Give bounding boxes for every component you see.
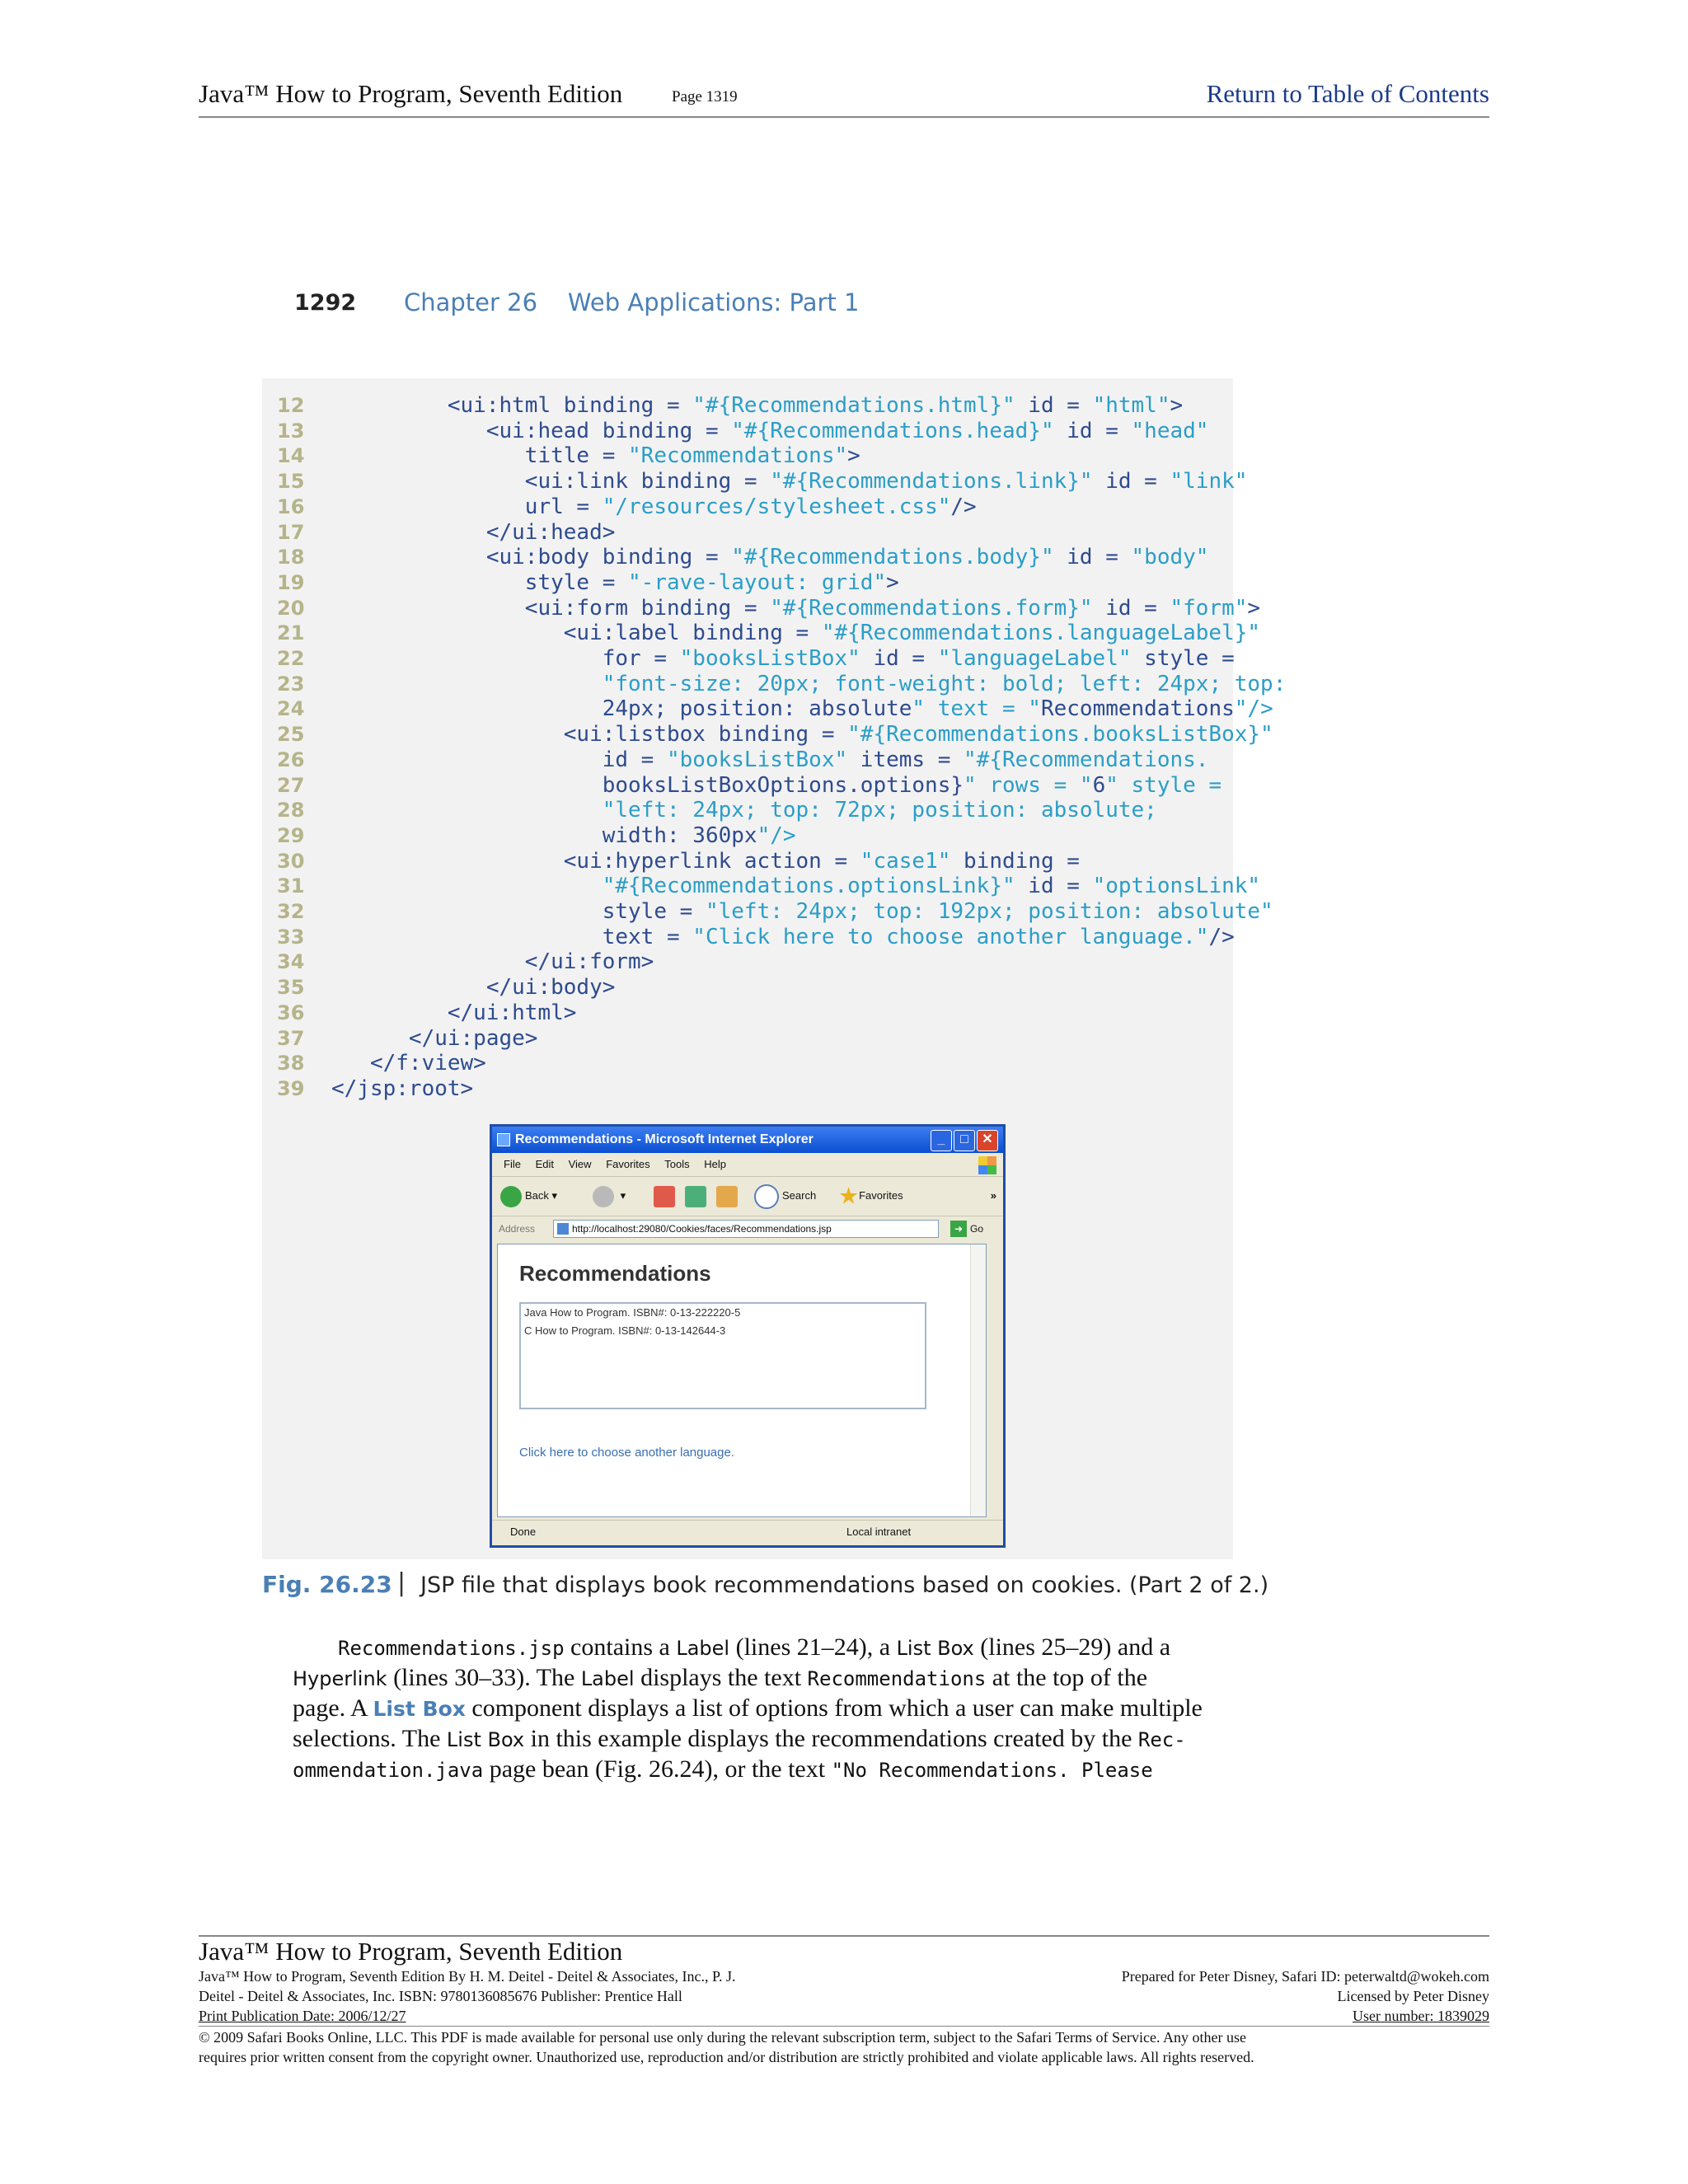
browser-title: Recommendations - Microsoft Internet Explorer	[515, 1132, 814, 1146]
line-number: 32	[277, 900, 305, 923]
ui-term: Label	[676, 1637, 730, 1660]
line-number: 26	[277, 748, 305, 771]
footer-copyright-1: © 2009 Safari Books Online, LLC. This PDF is made available for personal use only during the relevant subscription term, subject to the Safari Terms of Service. Any other use	[199, 2029, 1246, 2046]
ie-page-icon	[497, 1133, 510, 1146]
home-button[interactable]	[716, 1183, 741, 1208]
footer-user-number: User number: 1839029	[1353, 2008, 1489, 2024]
page-icon	[557, 1223, 569, 1235]
footer-book-title: Java™ How to Program, Seventh Edition	[199, 1937, 623, 1966]
back-label: Back	[525, 1189, 549, 1202]
line-number: 27	[277, 773, 305, 797]
code-text: </jsp:root>	[331, 1076, 474, 1101]
text-run: displays the text	[634, 1664, 808, 1691]
status-done: Done	[510, 1526, 537, 1538]
text-run: page bean (Fig. 26.24), or the text	[483, 1755, 832, 1783]
code-text: width: 360px"/>	[331, 823, 796, 848]
body-line-5	[293, 1755, 1153, 1785]
code-term: Rec-	[1137, 1728, 1186, 1751]
favorites-button[interactable]	[838, 1183, 903, 1208]
line-number: 34	[277, 950, 305, 974]
text-run: page. A	[293, 1694, 373, 1722]
text-run: (lines 30–33). The	[387, 1664, 581, 1691]
code-text: text = "Click here to choose another language."/>	[331, 924, 1235, 949]
forward-arrow-icon	[593, 1186, 614, 1207]
toc-link[interactable]: Return to Table of Contents	[1206, 79, 1489, 108]
minimize-icon[interactable]: _	[931, 1130, 952, 1151]
line-number: 12	[277, 394, 305, 417]
ui-term: List Box	[896, 1637, 974, 1660]
status-zone: Local intranet	[846, 1526, 912, 1538]
line-number: 19	[277, 570, 305, 594]
options-link[interactable]: Click here to choose another language.	[519, 1446, 735, 1460]
stop-button[interactable]	[654, 1183, 678, 1208]
ui-term: List Box	[446, 1728, 525, 1751]
browser-content	[497, 1244, 987, 1517]
code-text: <ui:html binding = "#{Recommendations.html}" id = "html">	[331, 393, 1184, 418]
ui-term: Label	[580, 1667, 635, 1690]
code-text: </ui:form>	[331, 949, 654, 975]
footer-divider-2	[199, 2026, 1489, 2027]
code-term: ommendation.java	[293, 1759, 484, 1782]
toolbar-overflow-icon[interactable]: »	[990, 1189, 996, 1202]
line-number: 18	[277, 546, 305, 569]
figure-label: Fig. 26.23	[262, 1571, 392, 1598]
favorites-label: Favorites	[859, 1189, 903, 1202]
menu-favorites[interactable]: Favorites	[606, 1158, 650, 1170]
figure-caption: JSP file that displays book recommendations based on cookies. (Part 2 of 2.)	[420, 1572, 1269, 1598]
recommendations-heading: Recommendations	[519, 1261, 711, 1286]
address-bar	[492, 1216, 1003, 1241]
header-divider	[199, 116, 1489, 118]
line-number: 37	[277, 1026, 305, 1050]
text-run: (lines 21–24), a	[729, 1633, 897, 1661]
close-icon[interactable]: ✕	[977, 1130, 998, 1151]
code-text: title = "Recommendations">	[331, 443, 860, 469]
code-text: <ui:label binding = "#{Recommendations.languageLabel}"	[331, 621, 1261, 646]
body-line-4	[293, 1724, 1186, 1755]
browser-menu-bar	[492, 1155, 1003, 1174]
footer-meta-3: Print Publication Date: 2006/12/27	[199, 2008, 406, 2024]
line-number: 29	[277, 823, 305, 847]
code-text: for = "booksListBox" id = "languageLabel" style =	[331, 646, 1235, 671]
code-text: <ui:head binding = "#{Recommendations.head}" id = "head"	[331, 418, 1209, 443]
chapter-title: Chapter 26 Web Applications: Part 1	[404, 288, 860, 316]
line-number: 35	[277, 976, 305, 1000]
browser-title-bar	[492, 1127, 1003, 1153]
line-number: 24	[277, 697, 305, 721]
line-number: 17	[277, 520, 305, 544]
line-number: 20	[277, 596, 305, 620]
code-text: <ui:link binding = "#{Recommendations.link}" id = "link"	[331, 469, 1248, 494]
go-arrow-icon: ➜	[950, 1221, 967, 1237]
footer-meta-1: Java™ How to Program, Seventh Edition By H. M. Deitel - Deitel & Associates, Inc., P. J.	[199, 1968, 736, 1985]
go-button[interactable]	[950, 1220, 983, 1238]
browser-toolbar	[492, 1176, 1003, 1215]
line-number: 23	[277, 672, 305, 696]
code-text: </ui:html>	[331, 1000, 577, 1025]
text-run: at the top of the	[986, 1664, 1148, 1691]
footer-prepared-for: Prepared for Peter Disney, Safari ID: peterwaltd@wokeh.com	[1121, 1968, 1489, 1985]
body-line-2	[293, 1663, 1147, 1694]
forward-button[interactable]: ▾	[593, 1183, 626, 1208]
line-number: 15	[277, 470, 305, 494]
code-term: Recommendations	[807, 1667, 987, 1690]
status-bar	[492, 1520, 1003, 1545]
text-run: contains a	[564, 1633, 677, 1661]
windows-logo-icon	[978, 1156, 996, 1174]
stop-icon	[654, 1186, 675, 1207]
menu-view[interactable]: View	[568, 1158, 592, 1170]
menu-edit[interactable]: Edit	[535, 1158, 554, 1170]
text-run: (lines 25–29) and a	[973, 1633, 1171, 1661]
text-run: in this example displays the recommendations created by the	[524, 1725, 1138, 1752]
address-label: Address	[499, 1223, 536, 1235]
code-text: booksListBoxOptions.options}" rows = "6" style =	[331, 772, 1222, 798]
footer-copyright-2: requires prior written consent from the copyright owner. Unauthorized use, reproduction and/or distribution are strictly prohibited and violate applicable laws. All rights reserved.	[199, 2049, 1254, 2065]
key-term: List Box	[373, 1697, 466, 1721]
back-button[interactable]: Back ▾	[500, 1183, 557, 1208]
code-text: url = "/resources/stylesheet.css"/>	[331, 494, 977, 519]
ui-term: Hyperlink	[293, 1667, 387, 1690]
body-line-1	[338, 1633, 1170, 1663]
search-button[interactable]	[754, 1183, 816, 1208]
header-book-title: Java™ How to Program, Seventh Edition	[199, 79, 623, 108]
code-text: <ui:listbox binding = "#{Recommendations.booksListBox}"	[331, 722, 1273, 748]
code-text: <ui:hyperlink action = "case1" binding =	[331, 848, 1080, 874]
code-text: "left: 24px; top: 72px; position: absolute;	[602, 798, 1157, 823]
code-text: style = "left: 24px; top: 192px; position: absolute"	[331, 899, 1273, 924]
code-text: "font-size: 20px; font-weight: bold; left: 24px; top:	[602, 671, 1287, 696]
code-term: Recommendations.jsp	[338, 1637, 565, 1660]
maximize-icon[interactable]: □	[954, 1130, 975, 1151]
go-label: Go	[970, 1223, 984, 1235]
list-item[interactable]: C How to Program. ISBN#: 0-13-142644-3	[524, 1324, 726, 1337]
line-number: 39	[277, 1076, 305, 1100]
code-text: </ui:body>	[331, 975, 616, 1001]
code-text: <ui:form binding = "#{Recommendations.form}" id = "form">	[331, 595, 1261, 621]
line-number: 31	[277, 874, 305, 898]
search-icon	[754, 1184, 779, 1209]
favorites-star-icon: ★	[838, 1183, 860, 1209]
line-number: 14	[277, 444, 305, 468]
code-text: </ui:head>	[331, 519, 616, 545]
back-arrow-icon	[500, 1186, 522, 1207]
menu-file[interactable]: File	[504, 1158, 521, 1170]
caption-separator: |	[397, 1568, 406, 1597]
code-term: "No Recommendations. Please	[831, 1759, 1153, 1782]
line-number: 36	[277, 1001, 305, 1024]
text-run: component displays a list of options from which a user can make multiple	[465, 1694, 1203, 1722]
line-number: 33	[277, 925, 305, 949]
line-number: 38	[277, 1052, 305, 1076]
line-number: 30	[277, 849, 305, 873]
browser-screenshot	[490, 1124, 1006, 1548]
code-text: <ui:body binding = "#{Recommendations.body}" id = "body"	[331, 545, 1209, 570]
code-text: "#{Recommendations.optionsLink}" id = "optionsLink"	[602, 874, 1261, 899]
body-line-3	[293, 1694, 1203, 1724]
address-input[interactable]	[553, 1220, 939, 1238]
search-label: Search	[782, 1189, 817, 1202]
footer-licensed-by: Licensed by Peter Disney	[1337, 1988, 1489, 2004]
code-text: </ui:page>	[331, 1025, 538, 1051]
line-number: 22	[277, 647, 305, 670]
code-text: id = "booksListBox" items = "#{Recommendations.	[331, 747, 1209, 772]
menu-help[interactable]: Help	[704, 1158, 727, 1170]
line-number: 13	[277, 419, 305, 443]
address-url: http://localhost:29080/Cookies/faces/Recommendations.jsp	[572, 1223, 832, 1235]
book-page-number: 1292	[294, 290, 357, 316]
code-text: style = "-rave-layout: grid">	[331, 569, 899, 595]
home-icon	[716, 1186, 738, 1207]
menu-tools[interactable]: Tools	[664, 1158, 690, 1170]
line-number: 21	[277, 621, 305, 645]
footer-meta-2: Deitel - Deitel & Associates, Inc. ISBN: 9780136085676 Publisher: Prentice Hall	[199, 1988, 682, 2004]
line-number: 16	[277, 494, 305, 518]
refresh-icon	[685, 1186, 706, 1207]
books-list-box[interactable]	[519, 1302, 926, 1409]
line-number: 28	[277, 799, 305, 823]
code-text: </f:view>	[331, 1051, 486, 1076]
header-page-label: Page 1319	[672, 88, 738, 105]
vertical-scrollbar[interactable]	[970, 1244, 986, 1516]
text-run: selections. The	[293, 1725, 447, 1752]
list-item[interactable]: Java How to Program. ISBN#: 0-13-222220-5	[524, 1306, 741, 1319]
refresh-button[interactable]	[685, 1183, 710, 1208]
code-text: 24px; position: absolute" text = "Recommendations"/>	[331, 696, 1273, 722]
line-number: 25	[277, 723, 305, 747]
